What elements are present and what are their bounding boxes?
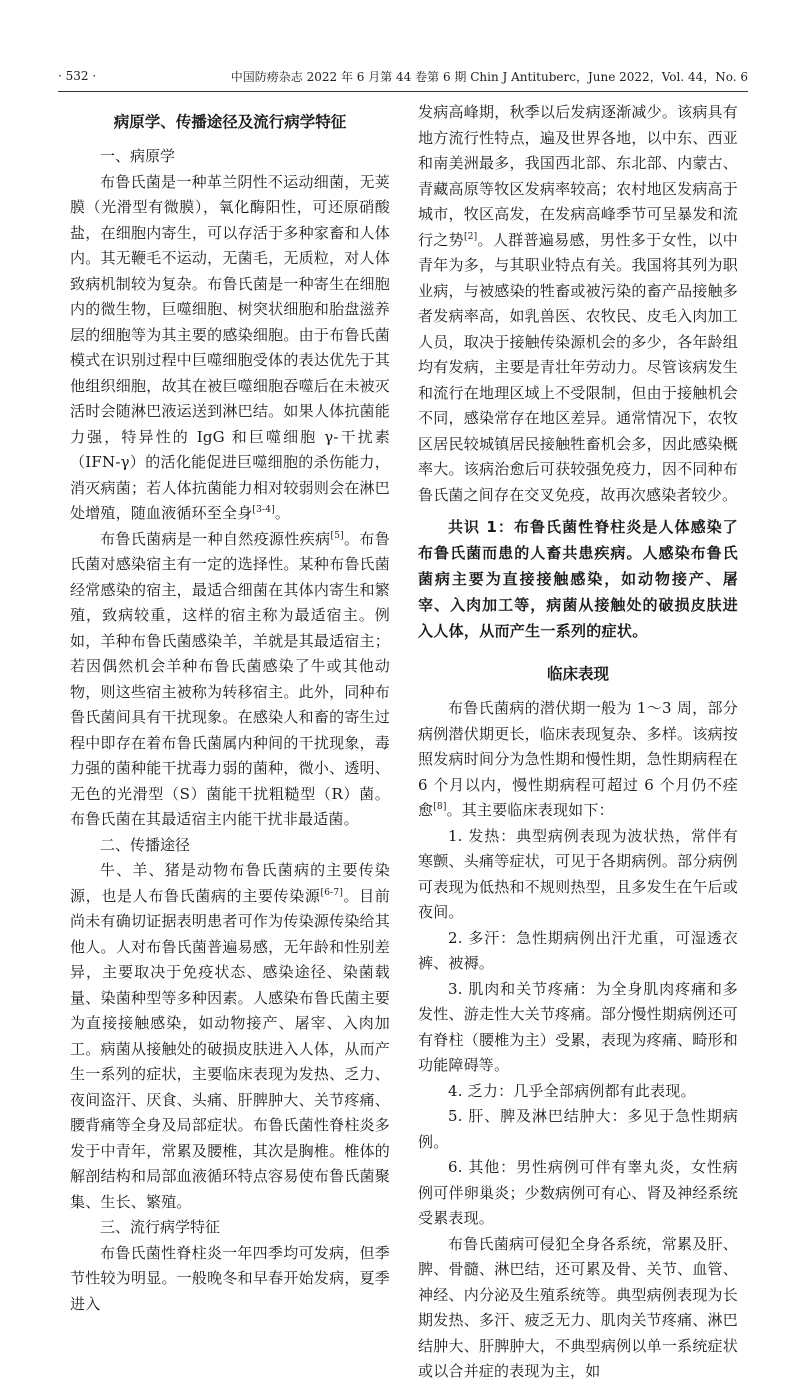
paragraph-text-end: 。 <box>274 504 291 522</box>
paragraph-epidemiology: 布鲁氏菌性脊柱炎一年四季均可发病，但季节性较为明显。一般晚冬和早春开始发病，夏季进入 <box>70 1243 390 1313</box>
page-header <box>58 64 748 88</box>
paragraph-text: 布鲁氏菌病是一种自然疫源性疾病 <box>100 529 331 548</box>
paragraph-text: 布鲁氏菌病的潜伏期一般为 1～3 周，部分病例潜伏期更长，临床表现复杂、多样。该病按照发病时间分为急性期和慢性期，急性期病程在 6 个月以内，慢性期病程可超过 6 个月仍不痊愈 <box>418 699 738 819</box>
citation: [2] <box>464 231 478 242</box>
paragraph-pathogen <box>70 170 390 527</box>
subheading-transmission: 二、传播途径 <box>100 835 191 854</box>
paragraph-text-cont: 。布鲁氏菌对感染宿主有一定的选择性。某种布鲁氏菌经常感染的宿主，最适合细菌在其体内寄生和繁殖，致病较重，这样的宿主称为最适宿主。例如，羊种布鲁氏菌感染羊，羊就是其最适宿主；若因偶然机会羊种布鲁氏菌感染了牛或其他动物，则这些宿主被称为转移宿主。此外，同种布鲁氏菌间具有干扰现象。在感染人和畜的寄生过程中即存在着布鲁氏菌属内种间的干扰现象，毒力强的菌种能干扰毒力弱的菌种，微小、透明、无色的光滑型（S）菌能干扰粗糙型（R）菌。布鲁氏菌在其最适宿主内能干扰非最适菌。 <box>70 529 390 828</box>
list-item-fatigue: 4. 乏力：几乎全部病例都有此表现。 <box>448 1081 696 1100</box>
subheading-pathogen: 一、病原学 <box>100 147 176 165</box>
citation: [5] <box>330 530 344 541</box>
section-title-pathogen: 病原学、传播途径及流行病学特征 <box>113 113 347 131</box>
subheading-epidemiology: 三、流行病学特征 <box>100 1218 221 1236</box>
list-item-other: 6. 其他：男性病例可伴有睾丸炎，女性病例可伴卵巢炎；少数病例可有心、肾及神经系统受累表现。 <box>418 1158 738 1227</box>
list-item-enlargement: 5. 肝、脾及淋巴结肿大：多见于急性期病例。 <box>418 1107 738 1151</box>
section-title-clinical: 临床表现 <box>546 665 609 683</box>
paragraph-clinical-intro <box>418 696 738 824</box>
paragraph-text: 布鲁氏菌是一种革兰阴性不运动细菌，无荚膜（光滑型有微膜），氧化酶阳性，可还原硝酸盐，在细胞内寄生，可以存活于多种家畜和人体内。其无鞭毛不运动，无菌毛，无质粒，对人体致病机制较为复杂。布鲁氏菌是一种寄生在细胞内的微生物，巨噬细胞、树突状细胞和胎盘滋养层的细胞等为其主要的感染细胞。由于布鲁氏菌模式在识别过程中巨噬细胞受体的表达优先于其他组织细胞，故其在被巨噬细胞吞噬后在未被灭活时会随淋巴液运送到淋巴结。如果人体抗菌能力强，特异性的 IgG 和巨噬细胞 γ-干扰素（IFN-γ）的活化能促进巨噬细胞的杀伤能力，消灭病菌；若人体抗菌能力相对较弱则会在淋巴处增殖，随血液循环至全身 <box>70 172 390 522</box>
journal-citation: 中国防痨杂志 2022 年 6 月第 44 卷第 6 期 Chin J Antituberc，June 2022，Vol. 44，No. 6 <box>230 69 748 84</box>
paragraph-transmission <box>70 858 390 1215</box>
paragraph-text: 牛、羊、猪是动物布鲁氏菌病的主要传染源，也是人布鲁氏菌病的主要传染源 <box>70 861 390 905</box>
paragraph-systemic: 布鲁氏菌病可侵犯全身各系统，常累及肝、脾、骨髓、淋巴结，还可累及骨、关节、血管、神经、内分泌及生殖系统等。典型病例表现为长期发热、多汗、疲乏无力、肌肉关节疼痛、淋巴结肿大、肝脾肿大，不典型病例以单一系统症状或以合并症的表现为主，如 <box>418 1234 738 1380</box>
left-column <box>70 100 391 1313</box>
header-rule <box>58 91 748 92</box>
paragraph-natural-focus <box>70 527 390 833</box>
paragraph-epidemiology-cont <box>418 100 738 508</box>
right-column <box>418 100 738 1380</box>
list-item-fever: 1. 发热：典型病例表现为波状热，常伴有寒颤、头痛等症状，可见于各期病例。部分病例可表现为低热和不规则热型，且多发生在午后或夜间。 <box>418 826 738 921</box>
list-item-sweating: 2. 多汗：急性期病例出汗尤重，可湿透衣裤、被褥。 <box>418 928 738 972</box>
consensus-statement: 共识 1：布鲁氏菌性脊柱炎是人体感染了布鲁氏菌而患的人畜共患疾病。人感染布鲁氏菌病主要为直接接触感染，如动物接产、屠宰、入肉加工等，病菌从接触处的破损皮肤进入人体，从而产生一系列的症状。 <box>418 518 738 640</box>
paragraph-text: 发病高峰期，秋季以后发病逐渐减少。该病具有地方流行性特点，遍及世界各地，以中东、西亚和南美洲最多，我国西北部、东北部、内蒙古、青藏高原等牧区发病率较高；农村地区发病高于城市，牧区高发，在发病高峰季节可呈暴发和流行之势 <box>418 103 738 249</box>
page-number: · 532 · <box>58 69 97 83</box>
paragraph-text-cont: 。其主要临床表现如下： <box>446 801 614 819</box>
citation: [8] <box>433 802 447 812</box>
citation: [3-4] <box>252 505 275 515</box>
paragraph-text-cont: 。目前尚未有确切证据表明患者可作为传染源传染给其他人。人对布鲁氏菌普遍易感，无年龄和性别差异，主要取决于免疫状态、感染途径、染菌载量、染菌种型等多种因素。人感染布鲁氏菌主要为直接接触感染，如动物接产、屠宰、入肉加工。病菌从接触处的破损皮肤进入人体，从而产生一系列的症状，主要临床表现为发热、乏力、夜间盗汗、厌食、头痛、肝脾肿大、关节疼痛、腰背痛等全身及局部症状。布鲁氏菌性脊柱炎多发于中青年，常累及腰椎，其次是胸椎。椎体的解剖结构和局部血液循环特点容易使布鲁氏菌聚集、生长、繁殖。 <box>70 886 391 1211</box>
citation: [6-7] <box>320 887 344 898</box>
list-item-pain: 3. 肌肉和关节疼痛：为全身肌肉疼痛和多发性、游走性大关节疼痛。部分慢性期病例还可有脊柱（腰椎为主）受累，表现为疼痛、畸形和功能障碍等。 <box>418 979 738 1074</box>
paragraph-text-cont: 。人群普遍易感，男性多于女性，以中青年为多，与其职业特点有关。我国将其列为职业病，与被感染的牲畜或被污染的畜产品接触多者发病率高，如乳兽医、农牧民、皮毛入肉加工人员，取决于接触传染源机会的多少，各年龄组均有发病，主要是青壮年劳动力。尽管该病发生和流行在地理区域上不受限制，但由于接触机会不同，感染常存在地区差异。通常情况下，农牧区居民较城镇居民接触牲畜机会多，因此感染概率大。该病治愈后可获较强免疫力，因不同种布鲁氏菌之间存在交叉免疫，故再次感染者较少。 <box>418 230 738 504</box>
